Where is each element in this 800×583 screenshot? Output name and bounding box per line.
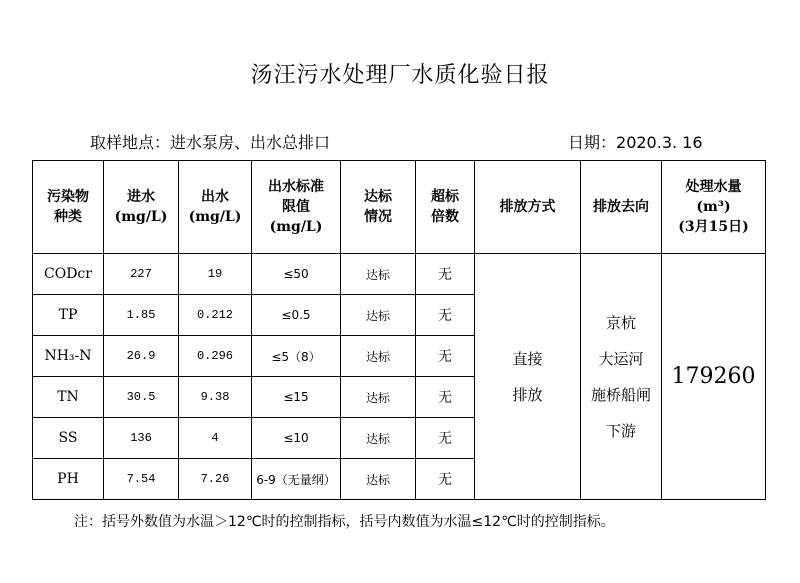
exceed-cell: 无 xyxy=(416,459,475,500)
outflow-cell: 7.26 xyxy=(179,459,252,500)
header-row xyxy=(33,161,766,254)
pollutant-cell: SS xyxy=(33,418,104,459)
table-row xyxy=(33,254,766,295)
water-quality-table xyxy=(32,160,766,500)
inflow-cell: 136 xyxy=(104,418,179,459)
header-outflow: 出水 (mg/L) xyxy=(179,161,252,254)
inflow-cell: 30.5 xyxy=(104,377,179,418)
status-cell: 达标 xyxy=(341,377,416,418)
report-date xyxy=(568,130,703,153)
header-volume: 处理水量 (m³) (3月15日) xyxy=(662,161,766,254)
status-cell: 达标 xyxy=(341,336,416,377)
outflow-cell: 4 xyxy=(179,418,252,459)
header-discharge-method: 排放方式 xyxy=(475,161,581,254)
discharge-destination-cell: 京杭 大运河 施桥船闸 下游 xyxy=(581,254,662,500)
outflow-cell: 0.296 xyxy=(179,336,252,377)
status-cell: 达标 xyxy=(341,459,416,500)
inflow-cell: 1.85 xyxy=(104,295,179,336)
pollutant-cell: CODcr xyxy=(33,254,104,295)
inflow-cell: 7.54 xyxy=(104,459,179,500)
status-cell: 达标 xyxy=(341,295,416,336)
limit-cell: ≤0.5 xyxy=(252,295,341,336)
exceed-cell: 无 xyxy=(416,377,475,418)
pollutant-cell: TP xyxy=(33,295,104,336)
outflow-cell: 19 xyxy=(179,254,252,295)
limit-cell: ≤5（8） xyxy=(252,336,341,377)
limit-cell: ≤10 xyxy=(252,418,341,459)
header-discharge-destination: 排放去向 xyxy=(581,161,662,254)
pollutant-cell: TN xyxy=(33,377,104,418)
exceed-cell: 无 xyxy=(416,295,475,336)
limit-cell: ≤15 xyxy=(252,377,341,418)
sampling-location xyxy=(90,130,330,153)
header-compliance: 达标 情况 xyxy=(341,161,416,254)
exceed-cell: 无 xyxy=(416,254,475,295)
sampling-location-value: 进水泵房、出水总排口 xyxy=(170,133,331,152)
outflow-cell: 9.38 xyxy=(179,377,252,418)
header-inflow: 进水 (mg/L) xyxy=(104,161,179,254)
status-cell: 达标 xyxy=(341,254,416,295)
discharge-method-cell: 直接 排放 xyxy=(475,254,581,500)
header-pollutant: 污染物 种类 xyxy=(33,161,104,254)
report-title: 汤汪污水处理厂水质化验日报 xyxy=(250,63,550,88)
outflow-cell: 0.212 xyxy=(179,295,252,336)
header-exceed: 超标 倍数 xyxy=(416,161,475,254)
sampling-location-label: 取样地点： xyxy=(90,133,171,152)
inflow-cell: 227 xyxy=(104,254,179,295)
header-limit: 出水标准 限值 (mg/L) xyxy=(252,161,341,254)
report-date-value: 2020.3. 16 xyxy=(616,133,703,152)
footnote: 注：括号外数值为水温＞12℃时的控制指标，括号内数值为水温≤12℃时的控制指标。 xyxy=(74,514,615,530)
status-cell: 达标 xyxy=(341,418,416,459)
pollutant-cell: PH xyxy=(33,459,104,500)
exceed-cell: 无 xyxy=(416,336,475,377)
limit-cell: ≤50 xyxy=(252,254,341,295)
limit-cell: 6-9（无量纲） xyxy=(252,459,341,500)
inflow-cell: 26.9 xyxy=(104,336,179,377)
pollutant-cell: NH₃-N xyxy=(33,336,104,377)
treated-volume-cell: 179260 xyxy=(662,254,766,500)
report-date-label: 日期： xyxy=(568,133,617,152)
exceed-cell: 无 xyxy=(416,418,475,459)
